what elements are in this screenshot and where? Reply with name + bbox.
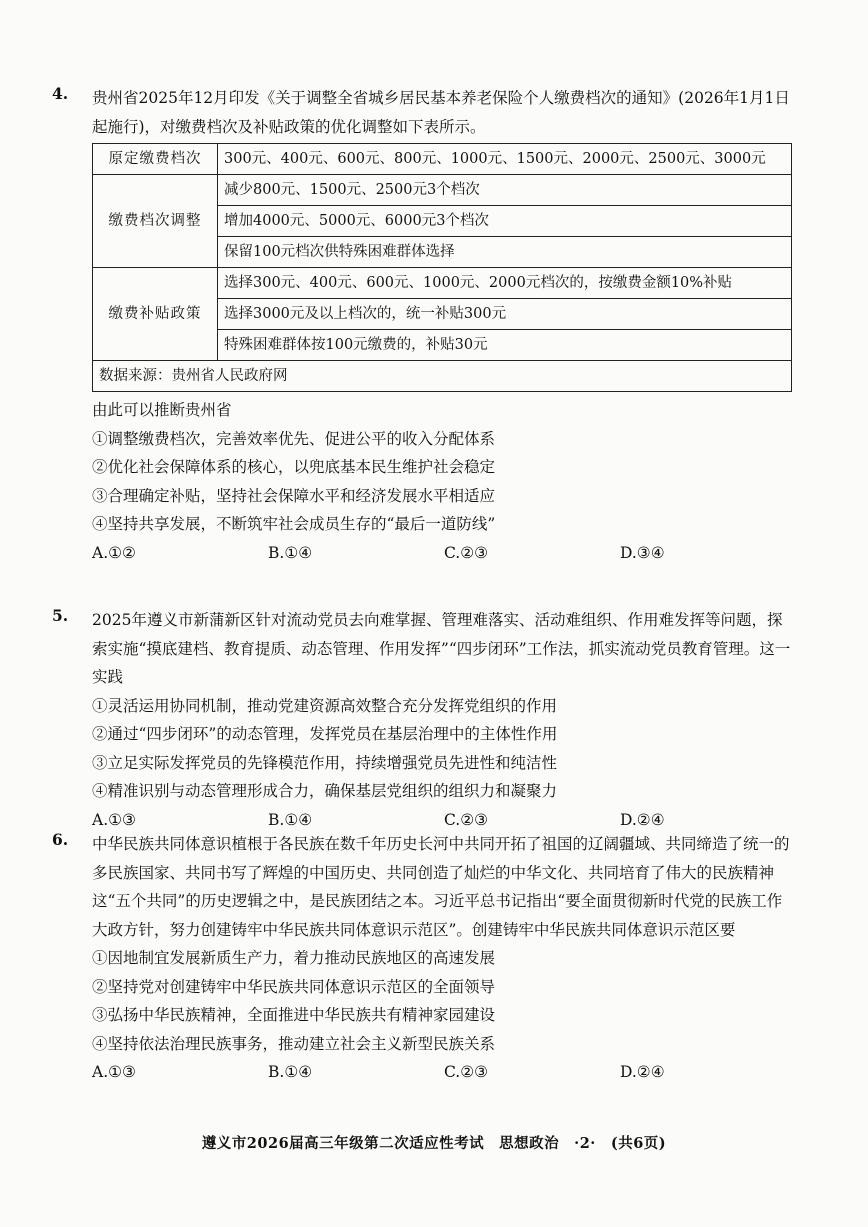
- question-number: 4.: [52, 84, 69, 103]
- option-2: ②优化社会保障体系的核心，以兜底基本民生维护社会稳定: [92, 458, 496, 476]
- table-row: [93, 361, 792, 392]
- table-cell: 保留100元档次供特殊困难群体选择: [218, 237, 792, 268]
- option-1: ①调整缴费档次，完善效率优先、促进公平的收入分配体系: [92, 429, 496, 448]
- choice-a[interactable]: A.①③: [92, 810, 136, 829]
- option-3: ③立足实际发挥党员的先锋模范作用，持续增强党员先进性和纯洁性: [92, 753, 558, 772]
- choice-b[interactable]: B.①④: [268, 543, 313, 562]
- question-stem: 中华民族共同体意识植根于各民族在数千年历史长河中共同开拓了祖国的辽阔疆域、共同缔造了统一的多民族国家、共同书写了辉煌的中国历史、共同创造了灿烂的中华文化、共同培育了伟大的民族精神这“五个共同”的历史逻辑之中，是民族团结之本。习近平总书记指出“要全面贯彻新时代党的民族工作大政方针，努力创建铸牢中华民族共同体意识示范区”。创建铸牢中华民族共同体意识示范区要: [92, 835, 790, 939]
- answer-choices: [92, 1058, 792, 1086]
- table-cell: 选择300元、400元、600元、1000元、2000元档次的，按缴费金额10%补贴: [218, 268, 792, 299]
- option-4: ④坚持共享发展，不断筑牢社会成员生存的“最后一道防线”: [92, 515, 496, 533]
- option-1: ①灵活运用协同机制，推动党建资源高效整合充分发挥党组织的作用: [92, 696, 558, 715]
- question-stem: 贵州省2025年12月印发《关于调整全省城乡居民基本养老保险个人缴费档次的通知》(2026年1月1日起施行)，对缴费档次及补贴政策的优化调整如下表所示。: [92, 89, 790, 136]
- answer-choices: [92, 539, 792, 567]
- row-header: 缴费补贴政策: [93, 268, 218, 361]
- table-row: [93, 268, 792, 299]
- choice-b[interactable]: B.①④: [268, 810, 313, 829]
- question-number: 5.: [52, 606, 69, 625]
- policy-table: [92, 143, 792, 392]
- row-header: 原定缴费档次: [93, 144, 218, 175]
- choice-a[interactable]: A.①③: [92, 1063, 136, 1081]
- option-2: ②坚持党对创建铸牢中华民族共同体意识示范区的全面领导: [92, 977, 496, 996]
- question-stem: 2025年遵义市新蒲新区针对流动党员去向难掌握、管理难落实、活动难组织、作用难发挥等问题，探索实施“摸底建档、教育提质、动态管理、作用发挥”“四步闭环”工作法，抓实流动党员教育管理。这一实践: [92, 611, 791, 686]
- question-number: 6.: [52, 830, 69, 849]
- table-cell: 选择3000元及以上档次的，统一补贴300元: [218, 299, 792, 330]
- table-cell: 减少800元、1500元、2500元3个档次: [218, 175, 792, 206]
- option-4: ④精准识别与动态管理形成合力，确保基层党组织的组织力和凝聚力: [92, 782, 558, 800]
- choice-d[interactable]: D.②④: [620, 810, 665, 829]
- choice-b[interactable]: B.①④: [268, 1063, 313, 1081]
- question-lead: 由此可以推断贵州省: [92, 401, 232, 419]
- choice-d[interactable]: D.③④: [620, 543, 665, 562]
- option-2: ②通过“四步闭环”的动态管理，发挥党员在基层治理中的主体性作用: [92, 725, 558, 743]
- option-4: ④坚持依法治理民族事务，推动建立社会主义新型民族关系: [92, 1034, 496, 1053]
- option-3: ③合理确定补贴，坚持社会保障水平和经济发展水平相适应: [92, 486, 496, 505]
- choice-a[interactable]: A.①②: [92, 543, 136, 562]
- table-row: [93, 144, 792, 175]
- choice-c[interactable]: C.②③: [444, 543, 489, 562]
- option-1: ①因地制宜发展新质生产力，着力推动民族地区的高速发展: [92, 949, 496, 967]
- table-source: 数据来源：贵州省人民政府网: [93, 361, 792, 392]
- choice-c[interactable]: C.②③: [444, 1063, 489, 1081]
- option-3: ③弘扬中华民族精神，全面推进中华民族共有精神家园建设: [92, 1006, 496, 1024]
- table-cell: 300元、400元、600元、800元、1000元、1500元、2000元、2500元、3000元: [218, 144, 792, 175]
- row-header: 缴费档次调整: [93, 175, 218, 268]
- choice-c[interactable]: C.②③: [444, 810, 489, 829]
- table-cell: 特殊困难群体按100元缴费的，补贴30元: [218, 330, 792, 361]
- choice-d[interactable]: D.②④: [620, 1063, 665, 1081]
- table-row: [93, 175, 792, 206]
- table-cell: 增加4000元、5000元、6000元3个档次: [218, 206, 792, 237]
- page-footer: 遵义市2026届高三年级第二次适应性考试 思想政治 ·2· (共6页): [201, 1135, 667, 1152]
